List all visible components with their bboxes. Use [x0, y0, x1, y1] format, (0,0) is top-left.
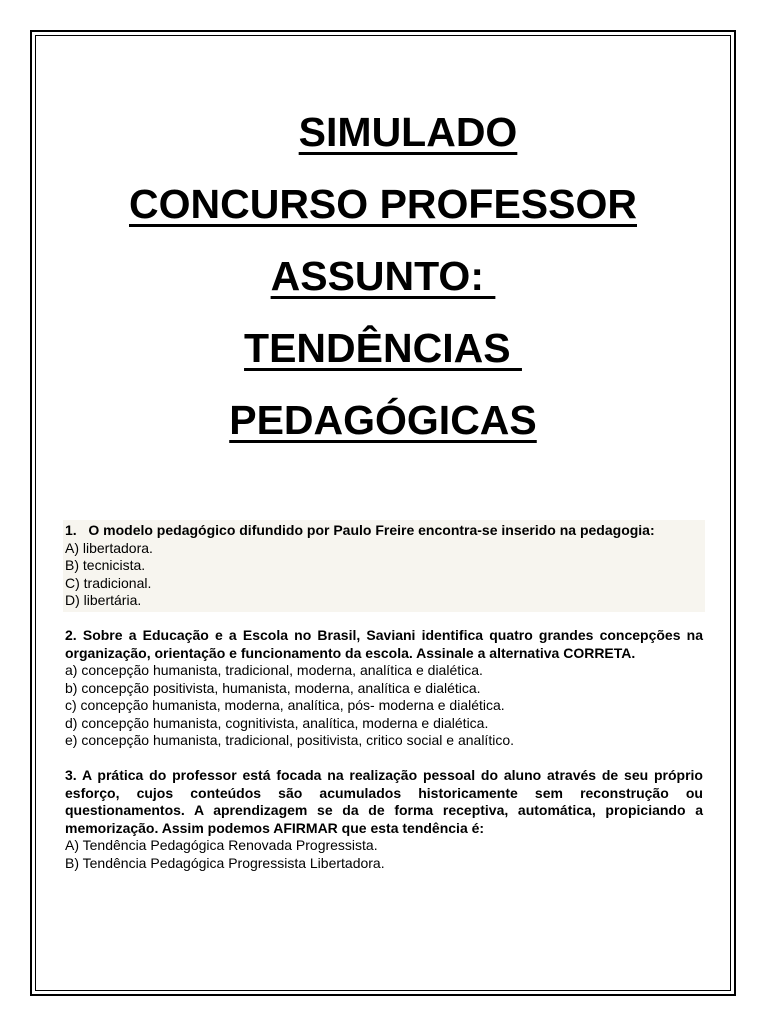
option-b: B) Tendência Pedagógica Progressista Libertadora. — [65, 854, 385, 871]
question-1-stem — [65, 522, 703, 540]
option-e: e) concepção humanista, tradicional, positivista, critico social e analítico. — [65, 732, 514, 748]
title-pedagogicas: PEDAGÓGICAS — [229, 397, 537, 443]
option-d: d) concepção humanista, cognitivista, analítica, moderna e dialética. — [65, 714, 489, 731]
option-b: B) tecnicista. — [65, 557, 146, 573]
question-3-stem — [65, 767, 703, 837]
option-a: a) concepção humanista, tradicional, moderna, analítica e dialética. — [65, 662, 483, 678]
option-d: D) libertária. — [65, 592, 142, 608]
option-a: A) Tendência Pedagógica Renovada Progressista. — [65, 837, 378, 853]
question-text: A prática do professor está focada na realização pessoal do aluno através de seu próprio esforço, cujos conteúdos são acumulados historicamente sem reconstrução ou questionamentos. A aprendizagem se da de forma receptiva, automática, propiciando a memorização. Assim podemos AFIRMAR que esta tendência é: — [65, 767, 703, 836]
option-c: c) concepção humanista, moderna, analítica, pós- moderna e dialética. — [65, 697, 505, 713]
question-number: 2. — [65, 627, 77, 643]
option-c: C) tradicional. — [65, 574, 152, 591]
questions-list — [65, 522, 703, 872]
question-number: 1. — [65, 522, 77, 538]
question-text: Sobre a Educação e a Escola no Brasil, Saviani identifica quatro grandes concepções na organização, orientação e funcionamento da escola. Assinale a alternativa CORRETA. — [65, 627, 703, 661]
option-a: A) libertadora. — [65, 539, 153, 556]
title-tendencias: TENDÊNCIAS — [244, 325, 522, 371]
question-3 — [65, 767, 703, 872]
title-simulado: SIMULADO — [298, 109, 518, 155]
title-assunto: ASSUNTO: — [270, 253, 496, 299]
title-block — [36, 96, 730, 456]
option-b: b) concepção positivista, humanista, moderna, analítica e dialética. — [65, 679, 481, 696]
question-2-stem — [65, 627, 703, 662]
question-1 — [65, 522, 703, 610]
question-2 — [65, 627, 703, 750]
question-text: O modelo pedagógico difundido por Paulo Freire encontra-se inserido na pedagogia: — [88, 522, 655, 538]
question-number: 3. — [65, 767, 77, 783]
title-concurso-professor: CONCURSO PROFESSOR — [129, 181, 637, 227]
